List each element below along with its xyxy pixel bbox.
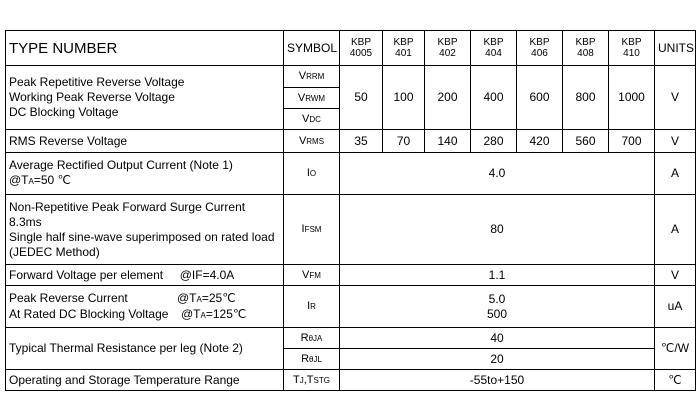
rms-voltage-label: RMS Reverse Voltage [6,130,284,153]
header-row [6,31,696,66]
value-cell: 600 [517,66,563,130]
value-cell: 4.0 [340,153,655,195]
unit-cell: uA [655,286,696,328]
model-header: KBP 402 [425,31,471,66]
rms-voltage-row [6,130,696,153]
unit-cell: V [655,265,696,286]
model-header: KBP 406 [517,31,563,66]
symbol-ifsm: IFSM [284,195,340,265]
value-cell: 280 [471,130,517,153]
peak-voltage-row [6,66,696,88]
value-cell: 400 [471,66,517,130]
symbol-header: SYMBOL [284,31,340,66]
symbol-rtja: RθJA [284,328,340,349]
value-cell: 700 [609,130,655,153]
temperature-label: Operating and Storage Temperature Range [6,370,284,391]
value-cell: 5.0 500 [340,286,655,328]
unit-cell: ℃/W [655,328,696,370]
avg-current-label: Average Rectified Output Current (Note 1) @TA=50 ℃ [6,153,284,195]
model-header: KBP 404 [471,31,517,66]
symbol-ir: IR [284,286,340,328]
unit-cell: A [655,195,696,265]
reverse-current-label: Peak Reverse Current @TA=25℃ At Rated DC Blocking Voltage @TA=125℃ [6,286,284,328]
value-cell: 50 [340,66,383,130]
model-header: KBP 410 [609,31,655,66]
symbol-vfm: VFM [284,265,340,286]
peak-voltage-label: Peak Repetitive Reverse Voltage Working Peak Reverse Voltage DC Blocking Voltage [6,66,284,130]
model-header: KBP 4005 [340,31,383,66]
forward-voltage-row [6,265,696,286]
thermal-resistance-row [6,328,696,349]
symbol-tj-tstg: TJ,TSTG [284,370,340,391]
symbol-vdc: VDC [284,109,340,130]
symbol-vrrm: VRRM [284,66,340,88]
value-cell: 420 [517,130,563,153]
unit-cell: V [655,66,696,130]
symbol-rtjl: RθJL [284,349,340,370]
unit-cell: ℃ [655,370,696,391]
ratings-table [5,30,696,391]
value-cell: -55to+150 [340,370,655,391]
value-cell: 200 [425,66,471,130]
unit-cell: A [655,153,696,195]
units-header: UNITS [655,31,696,66]
value-cell: 140 [425,130,471,153]
value-cell: 35 [340,130,383,153]
value-cell: 100 [383,66,425,130]
symbol-vrms: VRMS [284,130,340,153]
surge-current-label: Non-Repetitive Peak Forward Surge Current 8.3ms Single half sine-wave superimposed on rated load (JEDEC Method) [6,195,284,265]
value-cell: 70 [383,130,425,153]
value-cell: 1.1 [340,265,655,286]
value-cell: 20 [340,349,655,370]
value-cell: 40 [340,328,655,349]
unit-cell: V [655,130,696,153]
type-number-header: TYPE NUMBER [6,31,284,66]
symbol-io: IO [284,153,340,195]
value-cell: 800 [563,66,609,130]
temperature-row [6,370,696,391]
forward-voltage-label: Forward Voltage per element @IF=4.0A [6,265,284,286]
avg-current-row [6,153,696,195]
model-header: KBP 401 [383,31,425,66]
value-cell: 1000 [609,66,655,130]
model-header: KBP 408 [563,31,609,66]
thermal-resistance-label: Typical Thermal Resistance per leg (Note 2) [6,328,284,370]
value-cell: 560 [563,130,609,153]
surge-current-row [6,195,696,265]
symbol-vrwm: VRWM [284,88,340,109]
value-cell: 80 [340,195,655,265]
reverse-current-row [6,286,696,328]
